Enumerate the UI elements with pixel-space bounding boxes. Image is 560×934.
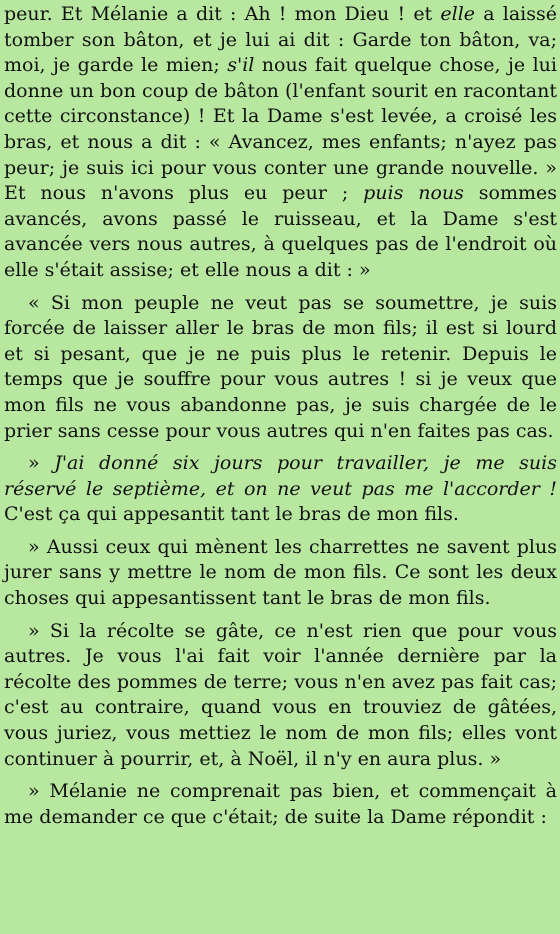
paragraph-1 (4, 2, 557, 284)
text-run: peur. Et Mélanie a dit : Ah ! mon Dieu ! et (4, 3, 441, 25)
text-run: nous fait quelque chose, je lui donne un bon coup de bâton (l'enfant sourit en racontant cette circonstance) ! Et la Dame s'est levée, a croisé les bras, et nous a dit : « Avancez, mes enfants; n'ayez pas peur; je suis ici pour vous conter une grande nouvelle. » Et nous n'avons plus eu peur ; (4, 54, 558, 205)
text-run: C'est ça qui appesantit tant le bras de mon fils. (4, 503, 459, 526)
italic-text: puis nous (363, 182, 464, 205)
text-run: sommes avancés, avons passé le ruisseau, et la Dame s'est avancée vers nous autres, à quelques pas de l'endroit où elle s'était assise; et elle nous a dit : » (4, 182, 558, 281)
italic-text: J'ai donné six jours pour travailler, je me suis réservé le septième, et on ne veut pas me l'accorder ! (4, 452, 557, 500)
text-run: « Si mon peuple ne veut pas se soumettre, je suis forcée de laisser aller le bras de mon fils; il est si lourd et si pesant, que je ne puis plus le retenir. Depuis le temps que je souffre pour vous autres ! si je veux que mon fils ne vous abandonne pas, je suis chargée de le prier sans cesse pour vous autres qui n'en faites pas cas. (4, 291, 557, 442)
paragraph-4 (4, 535, 557, 612)
paragraph-5 (4, 619, 557, 773)
text-run: » Mélanie ne comprenait pas bien, et commençait à me demander ce que c'était; de suite la Dame répondit : (4, 780, 557, 828)
text-run: » Aussi ceux qui mènent les charrettes ne savent plus jurer sans y mettre le nom de mon fils. Ce sont les deux choses qui appesantissent tant le bras de mon fils. (4, 535, 557, 610)
text-run: » (28, 452, 55, 475)
paragraph-2 (4, 291, 557, 445)
paragraph-6 (4, 779, 557, 830)
text-run: a laissé tomber son bâton, et je lui ai dit : Garde ton bâton, va; moi, je garde le mien; (4, 3, 557, 77)
italic-text: s'il (227, 54, 255, 77)
text-run: » Si la récolte se gâte, ce n'est rien que pour vous autres. Je vous l'ai fait voir l'année dernière par la récolte des pommes de terre; vous n'en avez pas fait cas; c'est au contraire, quand vous en trouviez de gâtées, vous juriez, vous mettiez le nom de mon fils; elles vont continuer à pourrir, et, à Noël, il n'y en aura plus. » (4, 619, 557, 770)
italic-text: elle (440, 3, 476, 25)
paragraph-3 (4, 451, 557, 528)
